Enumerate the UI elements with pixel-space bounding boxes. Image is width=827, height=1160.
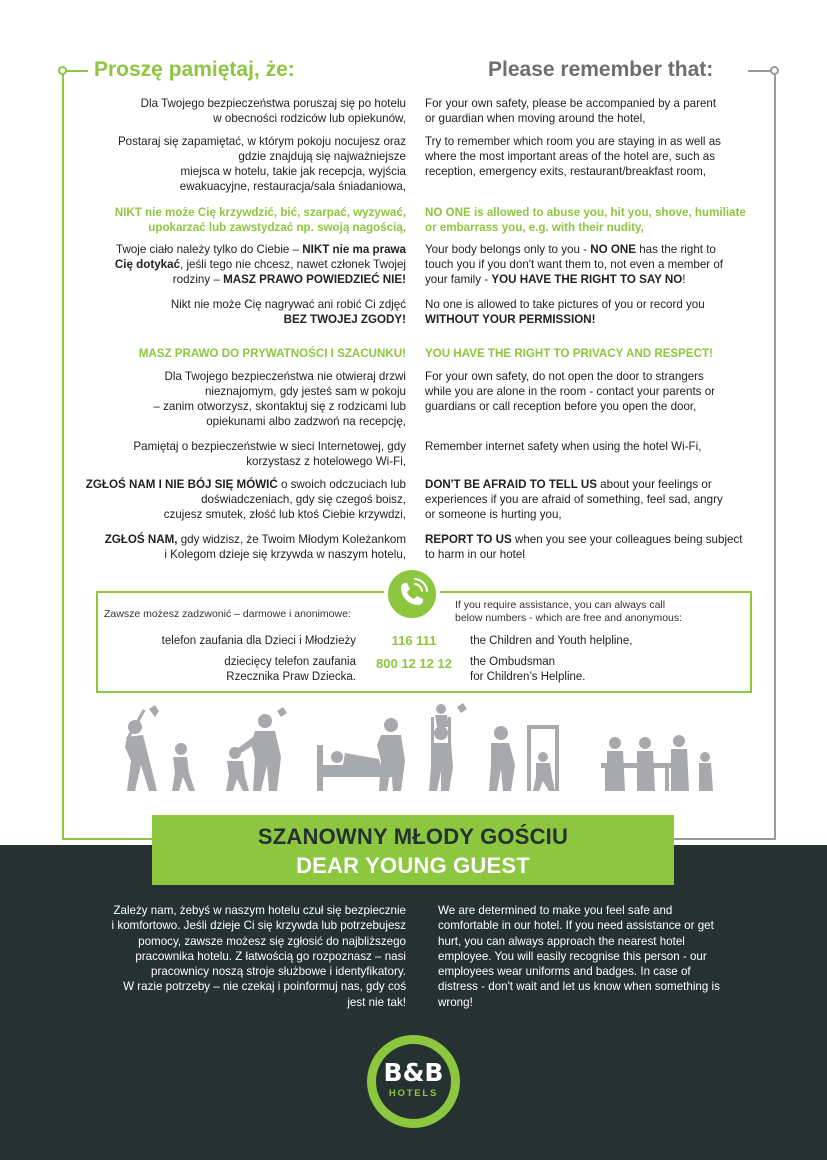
bottom-text-polish: Zależy nam, żebyś w naszym hotelu czuł się bezpiecznie i komfortowo. Jeśli dzieje Ci się krzywda lub potrzebujesz pomocy, zawsze możesz się zgłosić do najbliższego pracownika hotelu. Z łatwością go rozpoznasz – nasi pracownicy noszą stroje służbowe i identyfikatory. W razie potrzeby – nie czekaj i poinformuj nas, gdy coś jest nie tak! — [111, 904, 406, 1009]
frame-dot-right — [770, 66, 779, 75]
hitting-pictogram-icon — [226, 707, 287, 791]
pl-paragraph-5: Nikt nie może Cię nagrywać ani robić Ci zdjęć BEZ TWOJEJ ZGODY! — [170, 298, 406, 326]
pl-paragraph-4: Twoje ciało należy tylko do Ciebie – NIKT nie ma prawa Cię dotykać, jeśli tego nie chcesz, nawet członek Twojej rodziny – MASZ PRAWO POWIEDZIEĆ NIE! — [114, 243, 406, 286]
title-english: DEAR YOUNG GUEST — [296, 853, 530, 878]
en-paragraph-5: No one is allowed to take pictures of you or record you WITHOUT YOUR PERMISSION! — [425, 298, 705, 326]
helpline-row-1-polish: telefon zaufania dla Dzieci i Młodzieży — [161, 635, 356, 647]
phone-icon — [384, 566, 440, 622]
logo-main-text: B&B — [383, 1058, 444, 1087]
logo-sub-text: HOTELS — [388, 1088, 439, 1099]
en-paragraph-9: DON'T BE AFRAID TO TELL US about your feelings or experiences if you are afraid of something, feel sad, angry or someone is hurting you, — [425, 478, 723, 521]
aggression-pictogram-icon — [125, 705, 195, 791]
lifting-pictogram-icon — [429, 703, 467, 791]
en-paragraph-1: For your own safety, please be accompanied by a parent or guardian when moving around the hotel, — [425, 97, 717, 125]
title-polish: SZANOWNY MŁODY GOŚCIU — [257, 824, 569, 849]
en-paragraph-2: Try to remember which room you are staying in as well as where the most important areas of the hotel are, such as reception, emergency exits, restaurant/breakfast room, — [425, 135, 721, 178]
helpline-title-english: If you require assistance, you can always call below numbers - which are free and anonymous: — [455, 599, 683, 624]
helpline-row-1-english: the Children and Youth helpline, — [470, 635, 633, 647]
helpline-row-2-polish: dziecięcy telefon zaufania Rzecznika Praw Dziecka. — [224, 656, 356, 683]
frame-dot-left — [58, 66, 67, 75]
helpline-row-2-english: the Ombudsman for Children’s Helpline. — [470, 656, 586, 683]
helpline-title-polish: Zawsze możesz zadzwonić – darmowe i anonimowe: — [104, 608, 351, 620]
en-paragraph-3: NO ONE is allowed to abuse you, hit you, shove, humiliate or embarrass you, e.g. with their nudity, — [425, 206, 746, 234]
en-paragraph-6: YOU HAVE THE RIGHT TO PRIVACY AND RESPECT! — [425, 347, 713, 360]
frame-line-left — [62, 70, 64, 840]
title-banner — [152, 815, 674, 885]
frame-line-right — [774, 70, 776, 840]
pl-paragraph-6: MASZ PRAWO DO PRYWATNOŚCI I SZACUNKU! — [138, 347, 406, 360]
pictogram-row — [105, 703, 725, 798]
pl-paragraph-10: ZGŁOŚ NAM, gdy widzisz, że Twoim Młodym Koleżankom i Kolegom dzieje się krzywda w naszym hotelu, — [104, 533, 406, 561]
heading-polish: Proszę pamiętaj, że: — [94, 58, 295, 81]
pl-paragraph-8: Pamiętaj o bezpieczeństwie w sieci Internetowej, gdy korzystasz z hotelowego Wi-Fi, — [133, 440, 406, 468]
frame-line-right-bottom — [672, 838, 776, 840]
bottom-text-english: We are determined to make you feel safe and comfortable in our hotel. If you need assistance or get hurt, you can always approach the nearest hotel employee. You will easily recognise this person - our employees wear uniforms and badges. In case of distress - don't wait and let us know when something is wrong! — [438, 904, 720, 1009]
frame-line-left-bottom — [62, 838, 154, 840]
en-paragraph-8: Remember internet safety when using the hotel Wi-Fi, — [425, 440, 702, 453]
bb-hotels-logo — [367, 1035, 460, 1128]
en-paragraph-4: Your body belongs only to you - NO ONE has the right to touch you if you don't want them to, not even a member of your family - YOU HAVE THE RIGHT TO SAY NO! — [425, 243, 724, 286]
en-paragraph-7: For your own safety, do not open the door to strangers while you are alone in the room - contact your parents or guardians or call reception before you open the door, — [425, 370, 715, 413]
door-pictogram-icon — [489, 725, 559, 791]
pl-paragraph-2: Postaraj się zapamiętać, w którym pokoju nocujesz oraz gdzie znajdują się najważniejsze miejsca w hotelu, takie jak recepcja, wyjścia ewakuacyjne, restauracja/sala śniadaniowa, — [117, 135, 406, 193]
logo-inner-circle — [376, 1044, 451, 1119]
pl-paragraph-3: NIKT nie może Cię krzywdzić, bić, szarpać, wyzywać, upokarzać lub zawstydzać np. swoją nagością, — [114, 206, 406, 234]
pl-paragraph-7: Dla Twojego bezpieczeństwa nie otwieraj drzwi nieznajomym, gdy jesteś sam w pokoju – zanim otworzysz, skontaktuj się z rodzicami lub opiekunami albo zadzwoń na recepcję, — [153, 370, 406, 428]
en-paragraph-10: REPORT TO US when you see your colleagues being subject to harm in our hotel — [425, 533, 743, 561]
helpline-number-2[interactable]: 800 12 12 12 — [376, 656, 452, 671]
bed-pictogram-icon — [317, 718, 405, 791]
heading-english: Please remember that: — [488, 58, 714, 81]
helpline-number-1[interactable]: 116 111 — [391, 633, 437, 648]
pl-paragraph-1: Dla Twojego bezpieczeństwa poruszaj się po hotelu w obecności rodziców lub opiekunów, — [140, 97, 406, 125]
dining-pictogram-icon — [601, 735, 713, 791]
pl-paragraph-9: ZGŁOŚ NAM I NIE BÓJ SIĘ MÓWIĆ o swoich odczuciach lub doświadczeniach, gdy się czegoś boisz, czujesz smutek, złość lub ktoś Ciebie krzywdzi, — [85, 478, 406, 521]
